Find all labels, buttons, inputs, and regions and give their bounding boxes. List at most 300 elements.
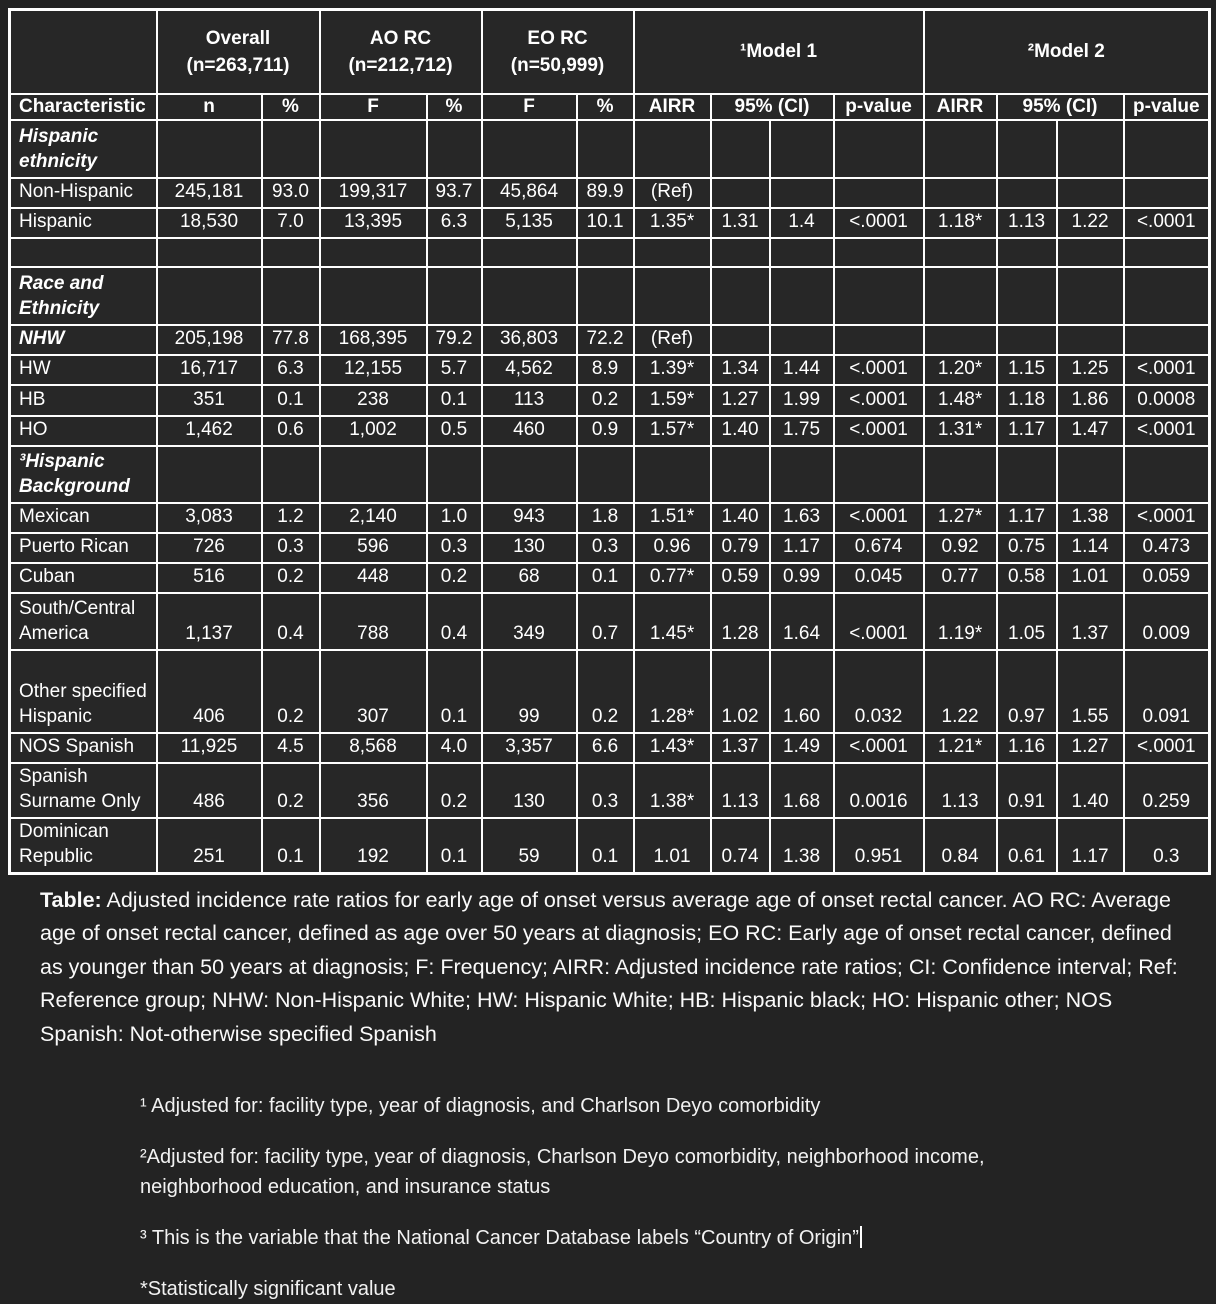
table-cell: 1.28 [711,593,770,650]
table-cell: 1.19* [924,593,997,650]
table-cell: 1.17 [997,503,1057,533]
table-cell: 0.1 [427,650,482,733]
table-cell: 113 [482,385,577,416]
table-cell: 0.2 [577,385,634,416]
table-cell: 5.7 [427,355,482,385]
table-cell: <.0001 [834,503,924,533]
table-cell [157,446,262,503]
table-cell: 168,395 [320,325,427,355]
table-cell [770,120,834,178]
table-cell: 1.14 [1057,533,1124,563]
table-cell: 1.37 [711,733,770,763]
table-cell: 0.3 [577,763,634,818]
table-cell: 0.77* [634,563,711,593]
table-cell: 1.34 [711,355,770,385]
table-cell: 0.59 [711,563,770,593]
table-cell: 0.3 [577,533,634,563]
table-cell: 0.473 [1124,533,1210,563]
row-label: Other specified Hispanic [10,650,157,733]
table-cell: 1.43* [634,733,711,763]
table-row [10,416,1210,446]
table-cell: 0.3 [262,533,320,563]
table-cell [924,267,997,325]
table-cell: (Ref) [634,178,711,208]
table-row [10,238,1210,267]
table-cell: 1.01 [634,818,711,874]
table-cell [834,238,924,267]
table-cell: 0.84 [924,818,997,874]
table-cell: <.0001 [1124,416,1210,446]
col-header-overall-n: n [157,94,262,120]
table-row [10,533,1210,563]
table-cell: 0.091 [1124,650,1210,733]
table-sub-header-row [10,94,1210,120]
table-row [10,733,1210,763]
table-cell: 0.1 [427,818,482,874]
table-cell [577,446,634,503]
table-cell [997,120,1057,178]
table-cell: 0.7 [577,593,634,650]
table-cell: 1.57* [634,416,711,446]
table-cell: 1.28* [634,650,711,733]
row-label: Spanish Surname Only [10,763,157,818]
table-caption [40,884,1182,1052]
table-cell: 93.7 [427,178,482,208]
group-header-model1: ¹Model 1 [634,10,924,94]
table-cell: 0.1 [427,385,482,416]
table-cell [924,446,997,503]
table-cell [157,238,262,267]
text-cursor [860,1226,862,1248]
table-cell: 1.20* [924,355,997,385]
table-cell [997,238,1057,267]
table-cell [1124,325,1210,355]
table-cell: 1.99 [770,385,834,416]
table-cell: 36,803 [482,325,577,355]
table-cell: 245,181 [157,178,262,208]
table-cell: 199,317 [320,178,427,208]
table-cell: 1.37 [1057,593,1124,650]
table-cell: 0.99 [770,563,834,593]
table-cell: <.0001 [834,385,924,416]
col-header-m1-airr: AIRR [634,94,711,120]
table-cell: 351 [157,385,262,416]
table-cell: 1.75 [770,416,834,446]
table-cell [1124,446,1210,503]
table-cell: 0.951 [834,818,924,874]
table-cell: 0.6 [262,416,320,446]
table-cell: 0.97 [997,650,1057,733]
caption-label: Table: [40,887,102,912]
table-cell: 0.1 [262,818,320,874]
table-cell: 460 [482,416,577,446]
table-cell: 1.48* [924,385,997,416]
row-label: HW [10,355,157,385]
table-cell: 1.44 [770,355,834,385]
footnotes [140,1091,1060,1304]
table-row [10,178,1210,208]
table-row [10,325,1210,355]
table-cell [711,178,770,208]
table-cell: 1.68 [770,763,834,818]
table-cell [1124,238,1210,267]
table-cell [427,238,482,267]
table-cell: 1.02 [711,650,770,733]
table-cell: 1.64 [770,593,834,650]
table-cell [770,325,834,355]
table-row [10,503,1210,533]
table-cell: 0.3 [1124,818,1210,874]
table-cell: 0.032 [834,650,924,733]
table-cell [320,238,427,267]
table-cell [634,120,711,178]
table-cell: 0.79 [711,533,770,563]
col-header-m1-pvalue: p-value [834,94,924,120]
table-cell [711,325,770,355]
table-cell: 0.259 [1124,763,1210,818]
table-cell: 1,002 [320,416,427,446]
col-header-overall-pct: % [262,94,320,120]
footnote-2: ²Adjusted for: facility type, year of diagnosis, Charlson Deyo comorbidity, neighborhood income, neighborhood education, and insurance status [140,1146,985,1198]
row-label: Non-Hispanic [10,178,157,208]
table-cell: 1.01 [1057,563,1124,593]
table-cell: 79.2 [427,325,482,355]
table-cell [711,238,770,267]
table-cell [577,120,634,178]
table-cell: 1.16 [997,733,1057,763]
table-row [10,385,1210,416]
table-cell: 3,357 [482,733,577,763]
col-header-eo-pct: % [577,94,634,120]
table-cell: 8.9 [577,355,634,385]
table-cell: <.0001 [1124,733,1210,763]
table-cell [482,267,577,325]
table-cell: 238 [320,385,427,416]
table-cell: 1.22 [1057,208,1124,238]
table-cell [1057,267,1124,325]
table-cell: 1.25 [1057,355,1124,385]
table-cell [427,120,482,178]
col-header-ao-f: F [320,94,427,120]
table-cell: 6.3 [262,355,320,385]
table-cell: 1.13 [924,763,997,818]
table-row [10,120,1210,178]
group-header-eo-rc: EO RC (n=50,999) [482,10,634,94]
table-cell: 4.0 [427,733,482,763]
table-cell: 0.2 [427,563,482,593]
table-cell: 1.31 [711,208,770,238]
footnote-3: ³ This is the variable that the National Cancer Database labels “Country of Origin” [140,1223,1060,1253]
table-cell [711,120,770,178]
col-header-ao-pct: % [427,94,482,120]
table-cell: 1.17 [997,416,1057,446]
table-cell: 1.27 [1057,733,1124,763]
row-label: HB [10,385,157,416]
table-cell [1057,446,1124,503]
group-header-overall: Overall (n=263,711) [157,10,320,94]
table-cell: 0.0016 [834,763,924,818]
table-cell [262,267,320,325]
row-label: NOS Spanish [10,733,157,763]
table-row [10,446,1210,503]
row-label: Hispanic ethnicity [10,120,157,178]
table-cell [1057,325,1124,355]
col-header-m2-ci: 95% (CI) [997,94,1124,120]
table-cell: 1.49 [770,733,834,763]
row-label: Race and Ethnicity [10,267,157,325]
table-cell: <.0001 [834,416,924,446]
table-cell: 943 [482,503,577,533]
table-cell: <.0001 [834,355,924,385]
table-cell [711,446,770,503]
table-cell [262,238,320,267]
table-cell: <.0001 [834,733,924,763]
table-cell: <.0001 [1124,355,1210,385]
table-cell: 448 [320,563,427,593]
table-cell [157,120,262,178]
table-cell [1057,238,1124,267]
table-cell: 11,925 [157,733,262,763]
row-label: NHW [10,325,157,355]
table-cell: <.0001 [1124,503,1210,533]
table-cell [997,325,1057,355]
table-cell: 1.17 [770,533,834,563]
table-cell [320,446,427,503]
table-cell: <.0001 [834,593,924,650]
table-cell: 1.31* [924,416,997,446]
table-cell [482,446,577,503]
table-cell: 0.1 [577,818,634,874]
table-cell [997,446,1057,503]
table-cell: 0.5 [427,416,482,446]
table-cell [770,446,834,503]
table-cell [770,267,834,325]
table-cell: 307 [320,650,427,733]
table-cell: 1.35* [634,208,711,238]
table-cell: 89.9 [577,178,634,208]
table-cell: 0.2 [427,763,482,818]
table-cell: 130 [482,763,577,818]
table-cell: 0.045 [834,563,924,593]
table-cell [834,325,924,355]
table-cell: 0.3 [427,533,482,563]
col-header-m2-airr: AIRR [924,94,997,120]
table-cell [157,267,262,325]
table-cell [924,120,997,178]
table-cell: 72.2 [577,325,634,355]
table-cell: 0.2 [262,650,320,733]
table-cell: 1.38 [1057,503,1124,533]
table-cell: 0.2 [262,563,320,593]
table-cell: 349 [482,593,577,650]
table-cell: 45,864 [482,178,577,208]
table-cell: 6.3 [427,208,482,238]
document-page [0,8,1216,1300]
table-cell: 10.1 [577,208,634,238]
table-cell [482,238,577,267]
table-cell: 1.13 [997,208,1057,238]
table-cell: 18,530 [157,208,262,238]
table-cell: <.0001 [834,208,924,238]
table-cell: 0.61 [997,818,1057,874]
table-cell: 1.40 [711,503,770,533]
table-cell: 68 [482,563,577,593]
table-cell: 1.55 [1057,650,1124,733]
table-row [10,818,1210,874]
table-cell: 12,155 [320,355,427,385]
table-cell: 596 [320,533,427,563]
row-label: HO [10,416,157,446]
table-cell [924,238,997,267]
table-cell: 406 [157,650,262,733]
table-cell: 0.92 [924,533,997,563]
table-cell [1124,120,1210,178]
row-label: Hispanic [10,208,157,238]
table-cell: 1.47 [1057,416,1124,446]
table-cell: <.0001 [1124,208,1210,238]
table-cell: 0.2 [262,763,320,818]
table-cell: 0.1 [577,563,634,593]
table-cell [482,120,577,178]
row-label: Mexican [10,503,157,533]
group-header-model2: ²Model 2 [924,10,1210,94]
incidence-rate-table [8,8,1211,875]
table-cell: 1.38* [634,763,711,818]
table-group-header-row [10,10,1210,94]
table-cell: 0.75 [997,533,1057,563]
table-cell: 1.27* [924,503,997,533]
table-row [10,208,1210,238]
row-label: Dominican Republic [10,818,157,874]
table-cell: 1.21* [924,733,997,763]
table-cell: 1,462 [157,416,262,446]
table-cell: 1.05 [997,593,1057,650]
table-cell: 0.2 [577,650,634,733]
table-row [10,593,1210,650]
table-cell: 2,140 [320,503,427,533]
table-cell: 516 [157,563,262,593]
table-cell: 0.91 [997,763,1057,818]
table-cell: 0.74 [711,818,770,874]
table-cell: 356 [320,763,427,818]
table-cell [577,238,634,267]
table-row [10,267,1210,325]
table-cell: 4,562 [482,355,577,385]
table-cell [1057,120,1124,178]
table-cell: 1.18* [924,208,997,238]
table-cell [770,178,834,208]
table-cell: 1.2 [262,503,320,533]
table-cell: (Ref) [634,325,711,355]
table-cell: 1.8 [577,503,634,533]
table-cell: 16,717 [157,355,262,385]
table-cell [1057,178,1124,208]
table-cell [770,238,834,267]
table-cell: 0.77 [924,563,997,593]
row-label: Puerto Rican [10,533,157,563]
table-cell: 1.63 [770,503,834,533]
table-cell: 1.45* [634,593,711,650]
group-header-empty [10,10,157,94]
caption-text: Adjusted incidence rate ratios for early age of onset versus average age of onset rectal cancer. AO RC: Average age of onset rectal cancer, defined as age over 50 years at diagnosis; EO RC: Early age of onset rectal cancer, defined as younger than 50 years at diagnosis; F: Frequency; AIRR: Adjusted incidence rate ratios; CI: Confidence interval; Ref: Reference group; NHW: Non-Hispanic White; HW: Hispanic White; HB: Hispanic black; HO: Hispanic other; NOS Spanish: Not-otherwise specified Spanish [40,887,1178,1046]
footnote-4: *Statistically significant value [140,1278,396,1300]
table-cell [427,446,482,503]
group-header-ao-rc: AO RC (n=212,712) [320,10,482,94]
table-cell: 1.38 [770,818,834,874]
table-cell: 1.15 [997,355,1057,385]
table-cell [320,120,427,178]
table-cell: 205,198 [157,325,262,355]
table-cell: 13,395 [320,208,427,238]
table-cell: 1.40 [711,416,770,446]
row-label: South/Central America [10,593,157,650]
table-cell: 1.86 [1057,385,1124,416]
table-cell: 192 [320,818,427,874]
table-cell: 486 [157,763,262,818]
table-cell: 0.1 [262,385,320,416]
table-cell: 130 [482,533,577,563]
table-cell: 726 [157,533,262,563]
table-cell: 99 [482,650,577,733]
table-row [10,763,1210,818]
table-cell: 0.9 [577,416,634,446]
table-body [10,120,1210,874]
table-cell: 1.0 [427,503,482,533]
table-cell: 4.5 [262,733,320,763]
row-label [10,238,157,267]
table-cell: 1.40 [1057,763,1124,818]
table-cell: 0.059 [1124,563,1210,593]
table-cell: 77.8 [262,325,320,355]
table-cell: 5,135 [482,208,577,238]
table-cell: 1.18 [997,385,1057,416]
row-label: ³Hispanic Background [10,446,157,503]
table-cell: 0.4 [427,593,482,650]
table-cell: 0.009 [1124,593,1210,650]
table-cell [711,267,770,325]
table-cell: 93.0 [262,178,320,208]
table-cell: 1.13 [711,763,770,818]
table-cell: 7.0 [262,208,320,238]
table-cell: 0.96 [634,533,711,563]
table-row [10,650,1210,733]
table-cell [834,446,924,503]
table-cell: 788 [320,593,427,650]
table-row [10,563,1210,593]
table-cell: 0.674 [834,533,924,563]
table-cell [634,238,711,267]
table-cell: 8,568 [320,733,427,763]
table-cell: 0.0008 [1124,385,1210,416]
table-cell [834,178,924,208]
table-cell: 59 [482,818,577,874]
table-cell: 0.4 [262,593,320,650]
table-row [10,355,1210,385]
table-cell [427,267,482,325]
table-cell: 1.59* [634,385,711,416]
table-cell: 3,083 [157,503,262,533]
table-cell: 1.22 [924,650,997,733]
table-cell [634,446,711,503]
table-cell: 251 [157,818,262,874]
table-cell [1124,178,1210,208]
table-cell: 1,137 [157,593,262,650]
table-cell: 1.17 [1057,818,1124,874]
table-cell: 6.6 [577,733,634,763]
table-cell [924,325,997,355]
table-cell [262,120,320,178]
table-cell [634,267,711,325]
